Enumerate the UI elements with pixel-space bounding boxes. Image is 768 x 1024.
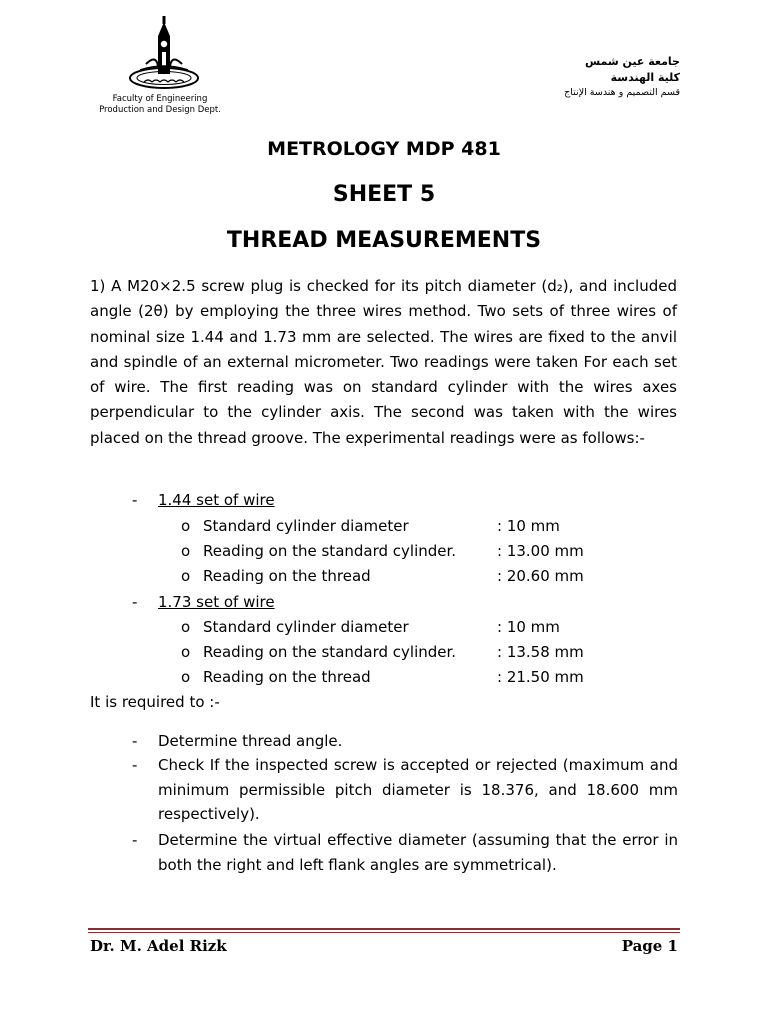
faculty-name: Faculty of Engineering [112, 94, 208, 104]
set2-label-2: Reading on the standard cylinder. [203, 643, 457, 661]
set2-title: 1.73 set of wire [158, 593, 275, 611]
set2-value-2: : 13.58 mm [497, 643, 584, 661]
set1-title: 1.44 set of wire [158, 491, 275, 509]
set1-label-1: Standard cylinder diameter [203, 517, 409, 535]
set2-bullet-2: o [181, 643, 191, 661]
faculty-name-arabic: كلية الهندسة [610, 71, 680, 84]
sheet-title: SHEET 5 [332, 182, 436, 207]
set2-bullet-3: o [181, 668, 191, 686]
required-intro: It is required to :- [90, 693, 220, 711]
set1-label-2: Reading on the standard cylinder. [203, 542, 457, 560]
set1-label-3: Reading on the thread [203, 567, 371, 585]
university-name-arabic: جامعة عين شمس [584, 55, 680, 68]
set1-value-2: : 13.00 mm [497, 542, 584, 560]
department-name-arabic: قسم التصميم و هندسة الإنتاج [564, 87, 680, 98]
requirement-1-dash: - [132, 732, 138, 750]
set1-bullet-2: o [181, 542, 191, 560]
set1-bullet-3: o [181, 567, 191, 585]
set2-value-3: : 21.50 mm [497, 668, 584, 686]
set1-dash: - [132, 491, 138, 509]
set2-bullet-1: o [181, 618, 191, 636]
set1-value-1: : 10 mm [497, 517, 560, 535]
set1-value-3: : 20.60 mm [497, 567, 584, 585]
topic-title: THREAD MEASUREMENTS [226, 228, 542, 253]
department-english [96, 94, 224, 116]
requirement-1: Determine thread angle. [158, 732, 343, 750]
set1-bullet-1: o [181, 517, 191, 535]
requirement-2: Check If the inspected screw is accepted or rejected (maximum and minimum permissible pitch diameter is 18.376, and 18.600 mm respectively). [158, 756, 678, 823]
requirement-3-dash: - [132, 831, 138, 849]
footer-author: Dr. M. Adel Rizk [90, 937, 227, 955]
set2-label-3: Reading on the thread [203, 668, 371, 686]
requirement-3: Determine the virtual effective diameter (assuming that the error in both the right and left flank angles are symmetrical). [158, 831, 678, 874]
department-name: Production and Design Dept. [99, 105, 221, 115]
set2-value-1: : 10 mm [497, 618, 560, 636]
footer-rule [88, 928, 680, 930]
footer-rule-thin [88, 932, 680, 933]
university-logo [126, 14, 202, 90]
department-arabic [564, 54, 680, 100]
course-title: METROLOGY MDP 481 [267, 138, 501, 160]
footer-page-number: Page 1 [621, 937, 678, 955]
set2-label-1: Standard cylinder diameter [203, 618, 409, 636]
problem-intro: 1) A M20×2.5 screw plug is checked for its pitch diameter (d₂), and included angle (2θ) by employing the three wires method. Two sets of three wires of nominal size 1.44 and 1.73 mm are selected. The wires are fixed to the anvil and spindle of an external micrometer. Two readings were taken For each set of wire. The first reading was on standard cylinder with the wires axes perpendicular to the cylinder axis. The second was taken with the wires placed on the thread groove. The experimental readings were as follows:- [90, 277, 677, 447]
requirement-2-dash: - [132, 756, 138, 774]
set2-dash: - [132, 593, 138, 611]
